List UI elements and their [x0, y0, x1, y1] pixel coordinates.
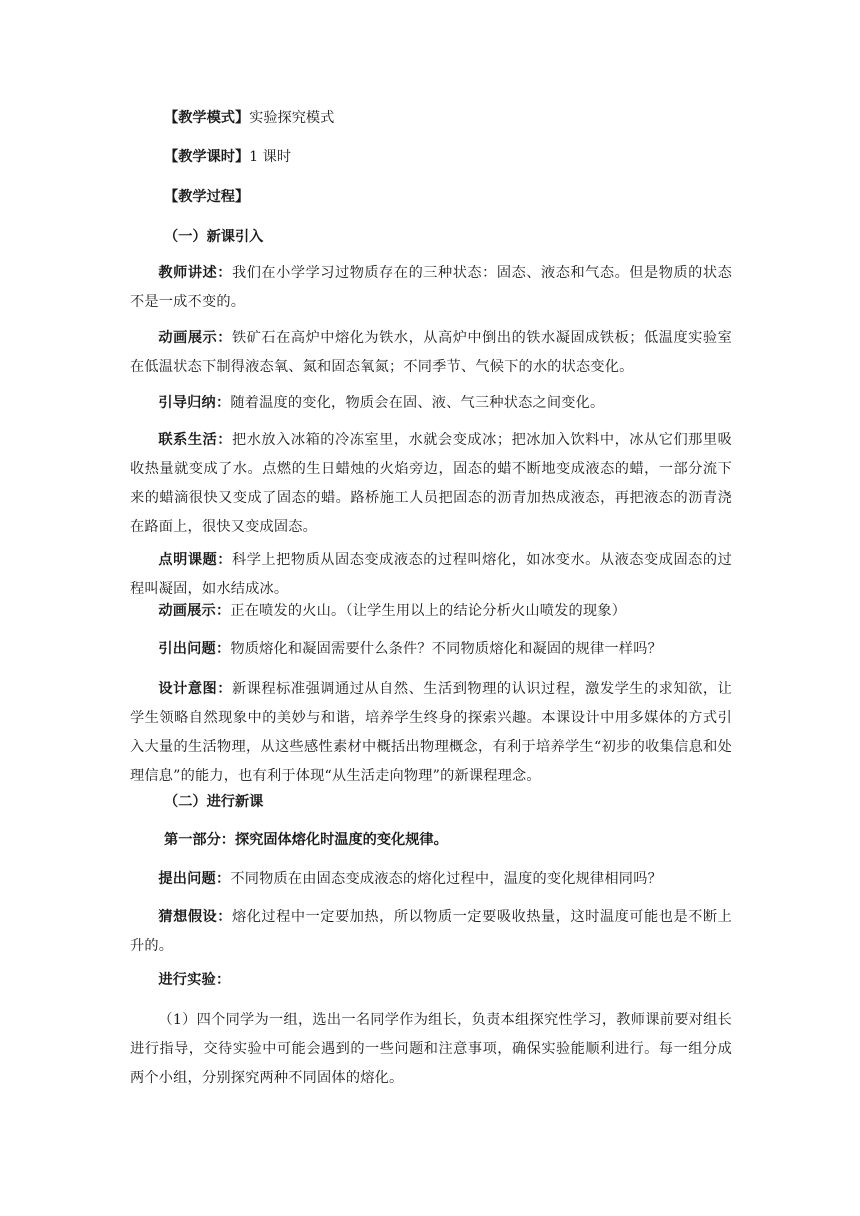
section2-paragraph: [130, 865, 732, 894]
paragraph-lead: 动画展示：: [158, 603, 231, 619]
paragraph-text: 正在喷发的火山。（让学生用以上的结论分析火山喷发的现象）: [230, 603, 627, 619]
paragraph-lead: 教师讲述：: [158, 265, 232, 281]
paragraph-lead: 动画展示：: [158, 330, 232, 346]
paragraph-lead: 猜想假设：: [158, 909, 232, 925]
paragraph-text: 不同物质在由固态变成液态的熔化过程中，温度的变化规律相同吗？: [230, 871, 662, 887]
section2-paragraph: [130, 966, 732, 995]
section1-paragraph: [130, 635, 732, 664]
section1-paragraph: [130, 546, 732, 604]
section1-heading: （一）新课引入: [164, 229, 264, 245]
teaching-mode-value: 实验探究模式: [249, 110, 335, 126]
teaching-hours-line: [164, 143, 764, 172]
paragraph-text: 新课程标准强调通过从自然、生活到物理的认识过程，激发学生的求知欲，让学生领略自然现象中的美妙与和谐，培养学生终身的探索兴趣。本课设计中用多媒体的方式引入大量的生活物理，从这些感性素材中概括出物理概念，有利于培养学生“初步的收集信息和处理信息”的能力，也有利于体现“从生活走向物理”的新课程理念。: [130, 681, 732, 784]
paragraph-text: 铁矿石在高炉中熔化为铁水，从高炉中倒出的铁水凝固成铁板；低温度实验室在低温状态下制得液态氧、氮和固态氧氮；不同季节、气候下的水的状态变化。: [130, 330, 732, 375]
paragraph-text: 物质熔化和凝固需要什么条件？不同物质熔化和凝固的规律一样吗？: [230, 641, 662, 657]
paragraph-text: 熔化过程中一定要加热，所以物质一定要吸收热量，这时温度可能也是不断上升的。: [130, 909, 732, 954]
paragraph-lead: 引导归纳：: [158, 395, 231, 411]
section1-paragraph: [130, 597, 732, 626]
section2-heading: （二）进行新课: [164, 794, 264, 810]
paragraph-text: 科学上把物质从固态变成液态的过程叫熔化，如冰变水。从液态变成固态的过程叫凝固，如水结成冰。: [130, 552, 732, 597]
paragraph-lead: 进行实验：: [158, 972, 231, 988]
experiment-step-1: （1）四个同学为一组，选出一名同学作为组长，负责本组探究性学习，教师课前要对组长进行指导，交待实验中可能会遇到的一些问题和注意事项，确保实验能顺利进行。每一组分成两个小组，分别探究两种不同固体的熔化。: [130, 1012, 732, 1086]
teaching-hours-value: 1 课时: [249, 149, 292, 165]
teaching-mode-label: 【教学模式】: [164, 110, 250, 126]
teaching-process-label: 【教学过程】: [164, 189, 250, 205]
paragraph-text: 把水放入冰箱的冷冻室里，水就会变成冰；把冰加入饮料中，冰从它们那里吸收热量就变成了水。点燃的生日蜡烛的火焰旁边，固态的蜡不断地变成液态的蜡，一部分流下来的蜡滴很快又变成了固态的蜡。路桥施工人员把固态的沥青加热成液态，再把液态的沥青浇在路面上，很快又变成固态。: [130, 432, 732, 535]
paragraph-text: 随着温度的变化，物质会在固、液、气三种状态之间变化。: [230, 395, 605, 411]
paragraph-lead: 联系生活：: [158, 432, 232, 448]
part1-title: 第一部分：探究固体熔化时温度的变化规律。: [164, 832, 448, 848]
section1-paragraph: [130, 389, 732, 418]
teaching-hours-label: 【教学课时】: [164, 149, 250, 165]
teaching-mode-line: [164, 104, 764, 133]
section2-paragraph: [130, 903, 732, 961]
section1-paragraph: [130, 675, 732, 791]
section1-paragraph: [130, 259, 732, 317]
paragraph-lead: 提出问题：: [158, 871, 231, 887]
paragraph-lead: 设计意图：: [158, 681, 232, 697]
teaching-process-line: [164, 183, 764, 212]
paragraph-lead: 引出问题：: [158, 641, 231, 657]
paragraph-text: 我们在小学学习过物质存在的三种状态：固态、液态和气态。但是物质的状态不是一成不变的。: [130, 265, 732, 310]
paragraph-lead: 点明课题：: [158, 552, 232, 568]
section1-paragraph: [130, 426, 732, 542]
section1-paragraph: [130, 324, 732, 382]
